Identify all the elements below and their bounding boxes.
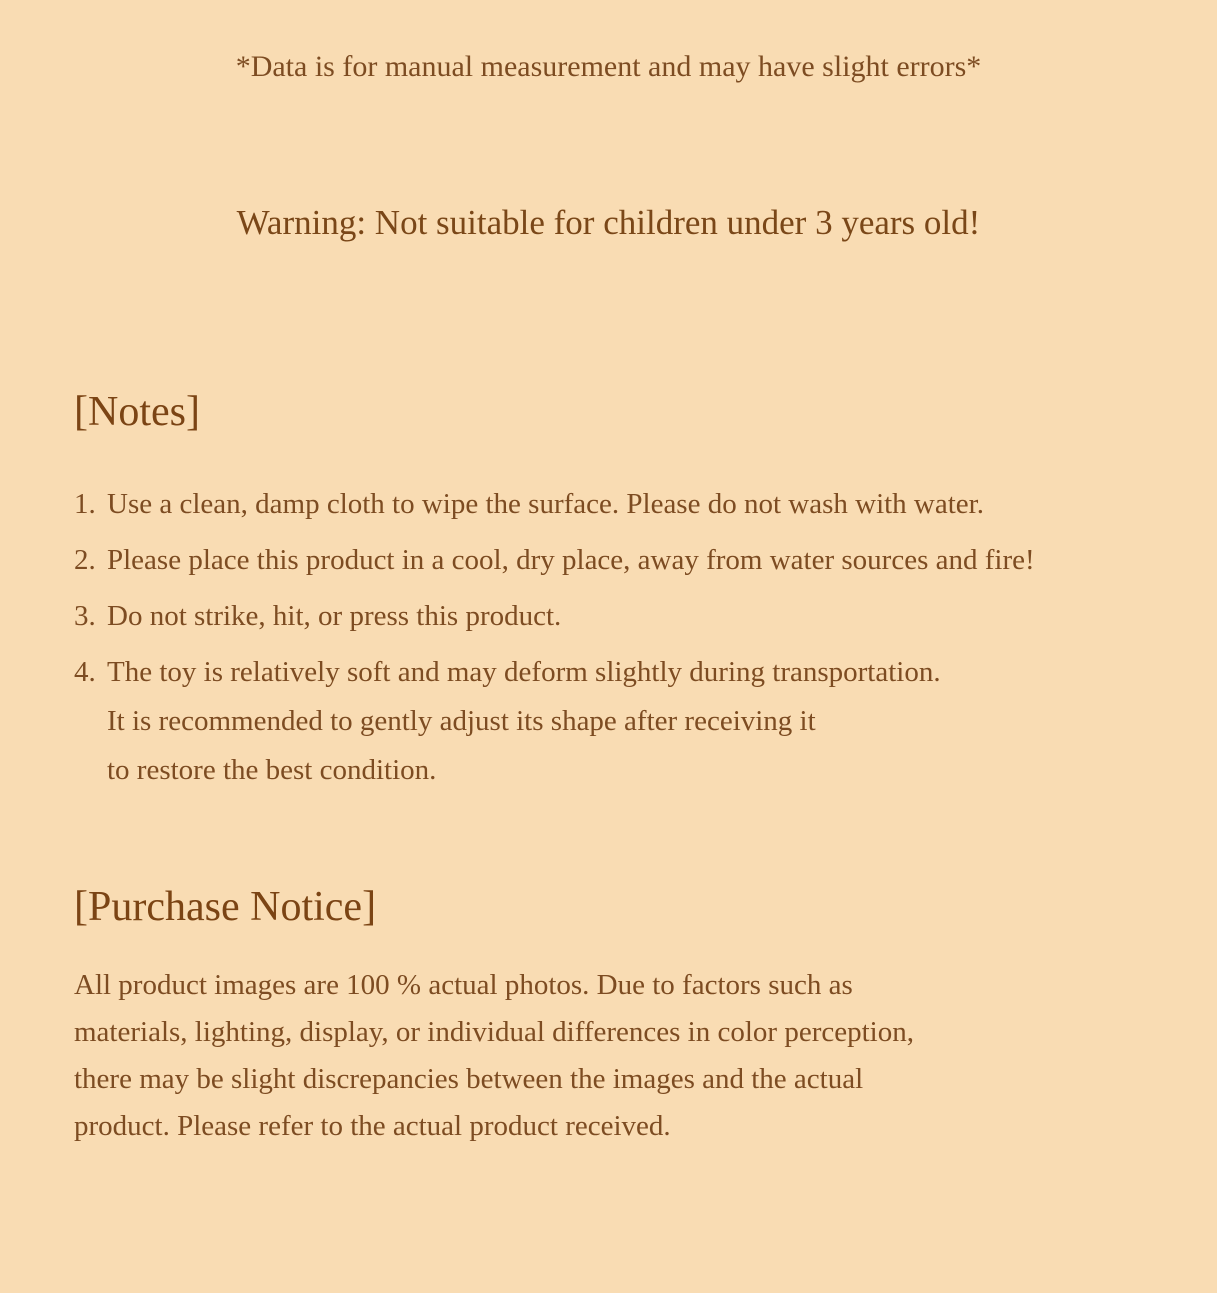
list-item-line: Use a clean, damp cloth to wipe the surface. Please do not wash with water. xyxy=(107,488,984,520)
notes-heading xyxy=(74,384,200,440)
bracket-close: ] xyxy=(362,884,377,930)
purchase-notice-heading xyxy=(74,879,376,935)
list-item-text xyxy=(107,476,1194,532)
purchase-notice-line: materials, lighting, display, or individual differences in color perception, xyxy=(74,1016,914,1048)
bracket-open: [ xyxy=(74,389,88,435)
list-item-text xyxy=(107,648,1194,795)
list-item xyxy=(74,588,1194,644)
list-item-number: 2. xyxy=(74,544,96,576)
purchase-notice-body xyxy=(74,962,1174,1150)
list-item xyxy=(74,532,1194,588)
purchase-notice-line: there may be slight discrepancies between the images and the actual xyxy=(74,1063,864,1095)
list-item-line: The toy is relatively soft and may deform slightly during transportation. xyxy=(107,656,941,688)
purchase-notice-line: All product images are 100 % actual photos. Due to factors such as xyxy=(74,969,853,1001)
age-warning: Warning: Not suitable for children under 3 years old! xyxy=(236,203,981,242)
notes-list xyxy=(74,476,1194,795)
bracket-open: [ xyxy=(74,884,88,930)
list-item xyxy=(74,476,1194,532)
list-item-line: It is recommended to gently adjust its shape after receiving it xyxy=(107,705,816,737)
list-item-line: Please place this product in a cool, dry place, away from water sources and fire! xyxy=(107,544,1035,576)
measurement-disclaimer: *Data is for manual measurement and may have slight errors* xyxy=(235,50,982,83)
list-item-line: to restore the best condition. xyxy=(107,754,437,786)
bracket-close: ] xyxy=(186,389,200,435)
list-item-text xyxy=(107,532,1194,588)
purchase-notice-line: product. Please refer to the actual product received. xyxy=(74,1110,671,1142)
list-item-text xyxy=(107,588,1194,644)
list-item-line: Do not strike, hit, or press this product. xyxy=(107,600,562,632)
purchase-notice-heading-text: Purchase Notice xyxy=(88,884,363,930)
list-item-number: 1. xyxy=(74,488,96,520)
list-item-number: 4. xyxy=(74,656,96,688)
list-item-number: 3. xyxy=(74,600,96,632)
notes-heading-text: Notes xyxy=(88,389,186,435)
list-item xyxy=(74,648,1194,795)
